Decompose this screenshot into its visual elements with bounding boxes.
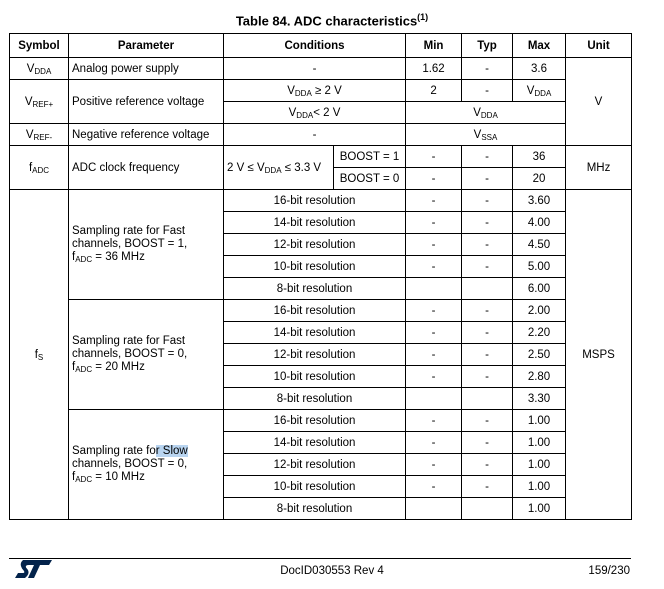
value-cell: $V_{DDA}$	[406, 102, 566, 124]
resolution-cell: 10-bit resolution	[224, 256, 406, 278]
min-cell: 1.62	[406, 58, 462, 80]
symbol-cell: $V_{REF+}$	[10, 80, 69, 124]
resolution-cell: 10-bit resolution	[224, 476, 406, 498]
min-cell	[406, 498, 462, 520]
max-cell: $V_{DDA}$	[513, 80, 566, 102]
table-row	[10, 146, 632, 168]
table-row	[10, 410, 632, 432]
max-cell: 4.00	[513, 212, 566, 234]
resolution-cell: 16-bit resolution	[224, 410, 406, 432]
table-row	[10, 190, 632, 212]
typ-cell: -	[462, 432, 513, 454]
page-number: 159/230	[588, 565, 630, 577]
parameter-cell: Sampling rate for Fast channels, BOOST = 1, $f_{ADC} = 36$ MHz	[69, 190, 224, 300]
min-cell: -	[406, 168, 462, 190]
max-cell: 4.50	[513, 234, 566, 256]
max-cell: 1.00	[513, 432, 566, 454]
min-cell: -	[406, 410, 462, 432]
max-cell: 3.6	[513, 58, 566, 80]
max-cell: 1.00	[513, 498, 566, 520]
adc-characteristics-table	[9, 33, 632, 520]
resolution-cell: 12-bit resolution	[224, 234, 406, 256]
footer-divider	[9, 558, 631, 559]
max-cell: 36	[513, 146, 566, 168]
max-cell: 1.00	[513, 410, 566, 432]
typ-cell: -	[462, 366, 513, 388]
conditions-cell: -	[224, 58, 406, 80]
parameter-cell: Positive reference voltage	[69, 80, 224, 124]
max-cell: 2.20	[513, 322, 566, 344]
symbol-cell: $f_S$	[10, 190, 69, 520]
header-symbol: Symbol	[10, 34, 69, 58]
header-conditions: Conditions	[224, 34, 406, 58]
max-cell: 20	[513, 168, 566, 190]
table-title-text: Table 84. ADC characteristics	[235, 13, 418, 29]
resolution-cell: 14-bit resolution	[224, 432, 406, 454]
typ-cell: -	[462, 256, 513, 278]
resolution-cell: 10-bit resolution	[224, 366, 406, 388]
min-cell: -	[406, 322, 462, 344]
max-cell: 2.50	[513, 344, 566, 366]
text-selection-highlight[interactable]: r Slow	[155, 445, 188, 457]
header-parameter: Parameter	[69, 34, 224, 58]
typ-cell: -	[462, 410, 513, 432]
max-cell: 3.30	[513, 388, 566, 410]
min-cell: -	[406, 190, 462, 212]
typ-cell: -	[462, 146, 513, 168]
typ-cell: -	[462, 322, 513, 344]
conditions-cell: 2 $V \le V_{DDA} \le 3.3$ V	[224, 146, 334, 190]
boost-cell: BOOST = 0	[334, 168, 406, 190]
boost-cell: BOOST = 1	[334, 146, 406, 168]
resolution-cell: 16-bit resolution	[224, 190, 406, 212]
unit-cell: MSPS	[566, 190, 632, 520]
conditions-cell: -	[224, 124, 406, 146]
header-typ: Typ	[462, 34, 513, 58]
typ-cell: -	[462, 212, 513, 234]
table-row	[10, 80, 632, 102]
value-cell: $V_{SSA}$	[406, 124, 566, 146]
min-cell: -	[406, 256, 462, 278]
header-row	[10, 34, 632, 58]
min-cell: 2	[406, 80, 462, 102]
typ-cell: -	[462, 344, 513, 366]
min-cell: -	[406, 432, 462, 454]
conditions-cell: $V_{DDA}< 2$ V	[224, 102, 406, 124]
resolution-cell: 8-bit resolution	[224, 278, 406, 300]
resolution-cell: 16-bit resolution	[224, 300, 406, 322]
max-cell: 2.00	[513, 300, 566, 322]
table-row	[10, 58, 632, 80]
typ-cell	[462, 498, 513, 520]
parameter-cell: Sampling rate for Fast channels, BOOST = 0, $f_{ADC} = 20$ MHz	[69, 300, 224, 410]
min-cell: -	[406, 344, 462, 366]
min-cell	[406, 388, 462, 410]
table-row	[10, 124, 632, 146]
conditions-cell: $V_{DDA} \ge 2$ V	[224, 80, 406, 102]
typ-cell: -	[462, 300, 513, 322]
min-cell: -	[406, 212, 462, 234]
min-cell: -	[406, 300, 462, 322]
typ-cell: -	[462, 80, 513, 102]
typ-cell: -	[462, 234, 513, 256]
typ-cell: -	[462, 190, 513, 212]
min-cell: -	[406, 234, 462, 256]
max-cell: 1.00	[513, 454, 566, 476]
max-cell: 2.80	[513, 366, 566, 388]
max-cell: 5.00	[513, 256, 566, 278]
header-unit: Unit	[566, 34, 632, 58]
unit-cell: MHz	[566, 146, 632, 190]
max-cell: 3.60	[513, 190, 566, 212]
header-min: Min	[406, 34, 462, 58]
table-title-footnote: (1)	[417, 12, 429, 22]
resolution-cell: 8-bit resolution	[224, 498, 406, 520]
resolution-cell: 12-bit resolution	[224, 344, 406, 366]
parameter-cell: Negative reference voltage	[69, 124, 224, 146]
symbol-cell: $f_{ADC}$	[10, 146, 69, 190]
typ-cell: -	[462, 168, 513, 190]
min-cell	[406, 278, 462, 300]
symbol-cell: $V_{REF-}$	[10, 124, 69, 146]
resolution-cell: 14-bit resolution	[224, 322, 406, 344]
parameter-cell: Analog power supply	[69, 58, 224, 80]
resolution-cell: 8-bit resolution	[224, 388, 406, 410]
min-cell: -	[406, 454, 462, 476]
min-cell: -	[406, 476, 462, 498]
parameter-cell: ADC clock frequency	[69, 146, 224, 190]
typ-cell	[462, 388, 513, 410]
typ-cell	[462, 278, 513, 300]
parameter-cell: Sampling rate for Slow channels, BOOST = 0, $f_{ADC} = 10$ MHz	[69, 410, 224, 520]
header-max: Max	[513, 34, 566, 58]
table-row	[10, 300, 632, 322]
resolution-cell: 12-bit resolution	[224, 454, 406, 476]
typ-cell: -	[462, 58, 513, 80]
min-cell: -	[406, 146, 462, 168]
document-id: DocID030553 Rev 4	[280, 565, 384, 577]
resolution-cell: 14-bit resolution	[224, 212, 406, 234]
max-cell: 6.00	[513, 278, 566, 300]
unit-cell: V	[566, 58, 632, 146]
table-title	[0, 12, 664, 28]
max-cell: 1.00	[513, 476, 566, 498]
min-cell: -	[406, 366, 462, 388]
symbol-cell: $V_{DDA}$	[10, 58, 69, 80]
typ-cell: -	[462, 454, 513, 476]
typ-cell: -	[462, 476, 513, 498]
